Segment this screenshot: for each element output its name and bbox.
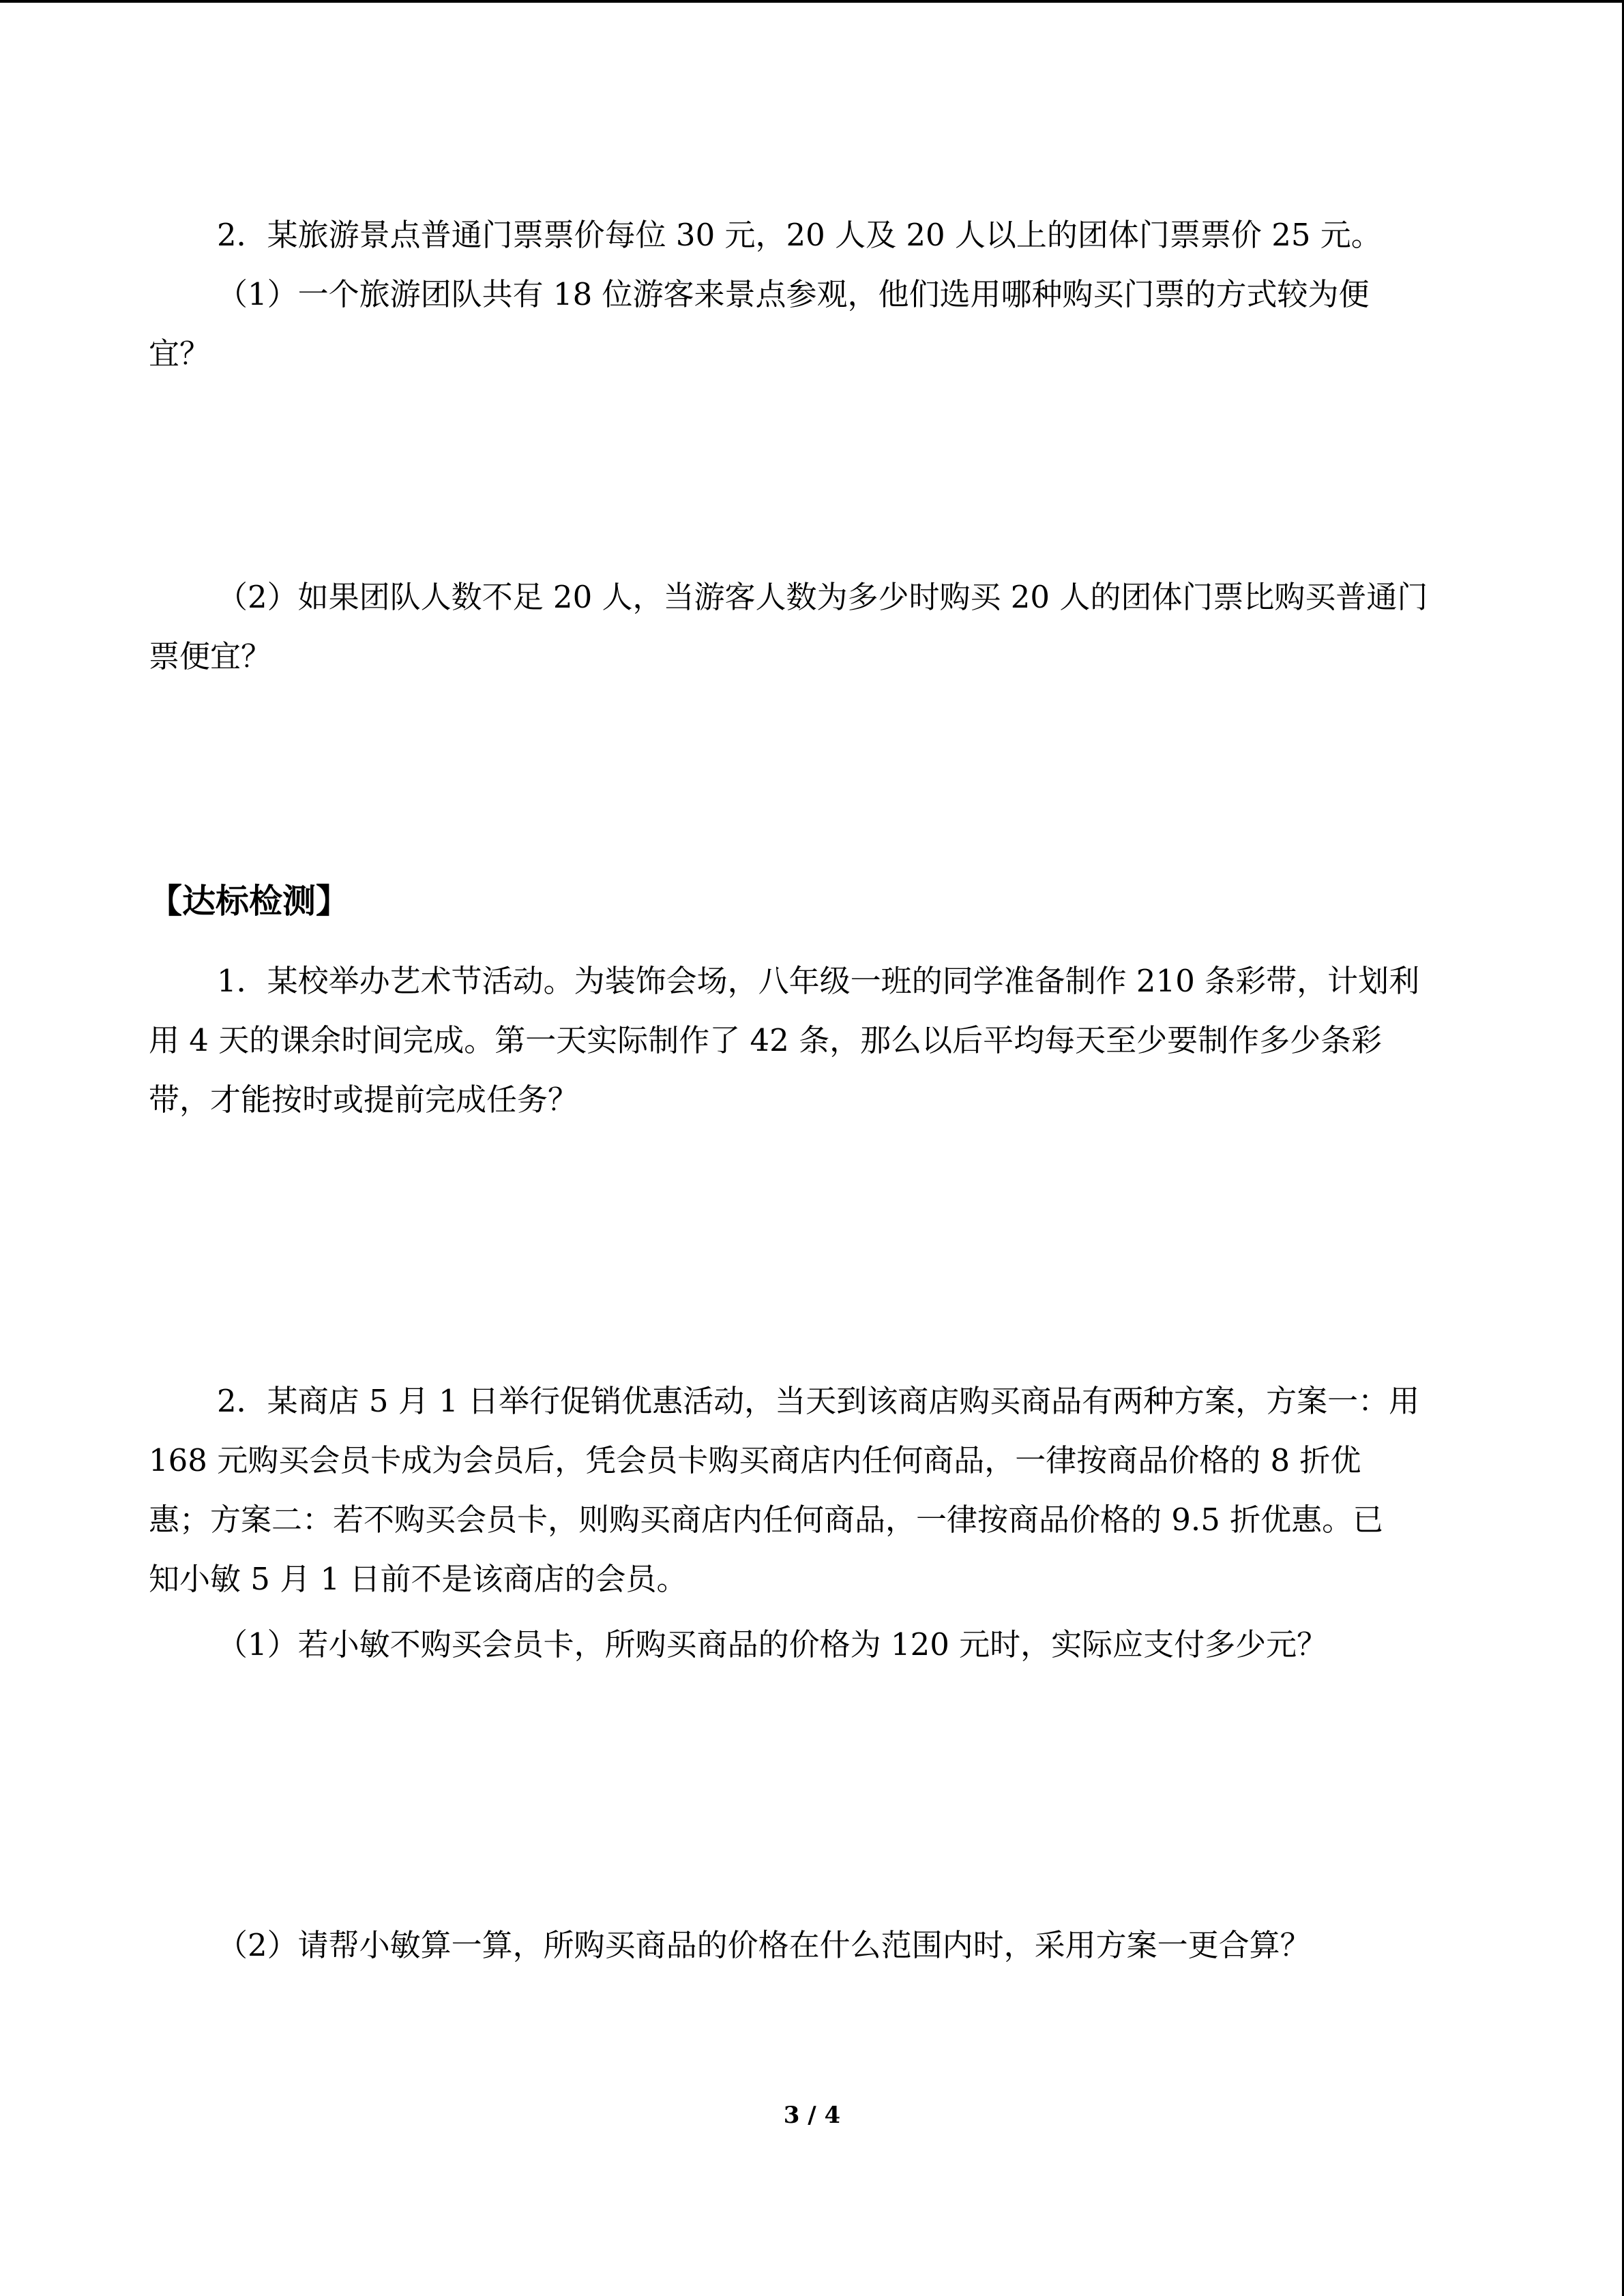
top-border-line [0,0,1624,3]
assessment-problem-1-line3: 带，才能按时或提前完成任务？ [149,1082,579,1118]
section-heading-assessment: 【达标检测】 [149,882,350,921]
assessment-problem-2-line3: 惠；方案二：若不购买会员卡，则购买商店内任何商品，一律按商品价格的 9.5 折优惠。已 [149,1502,1384,1538]
assessment-problem-2-line2: 168 元购买会员卡成为会员后，凭会员卡购买商店内任何商品，一律按商品价格的 8 折优 [149,1442,1361,1478]
assessment-problem-2-q2: （2）请帮小敏算一算，所购买商品的价格在什么范围内时，采用方案一更合算？ [217,1927,1311,1963]
assessment-problem-2-line1: 2．某商店 5 月 1 日举行促销优惠活动，当天到该商店购买商品有两种方案，方案一：用 [217,1383,1420,1419]
problem-2-q1-line1: （1）一个旅游团队共有 18 位游客来景点参观，他们选用哪种购买门票的方式较为便 [217,276,1370,312]
assessment-problem-1-line1: 1．某校举办艺术节活动。为装饰会场，八年级一班的同学准备制作 210 条彩带，计划利 [217,963,1420,999]
assessment-problem-2-q1: （1）若小敏不购买会员卡，所购买商品的价格为 120 元时，实际应支付多少元？ [217,1626,1328,1663]
assessment-problem-2-line4: 知小敏 5 月 1 日前不是该商店的会员。 [149,1561,688,1597]
problem-2-stem: 2．某旅游景点普通门票票价每位 30 元，20 人及 20 人以上的团体门票票价 25 元。 [217,217,1382,253]
problem-2-q2-line1: （2）如果团队人数不足 20 人，当游客人数为多少时购买 20 人的团体门票比购买普通门 [217,579,1428,615]
assessment-problem-1-line2: 用 4 天的课余时间完成。第一天实际制作了 42 条，那么以后平均每天至少要制作多少条彩 [149,1022,1383,1058]
problem-2-q2-line2: 票便宜？ [149,638,272,674]
page-number: 3 / 4 [783,2102,841,2129]
problem-2-q1-line2: 宜？ [149,336,211,372]
